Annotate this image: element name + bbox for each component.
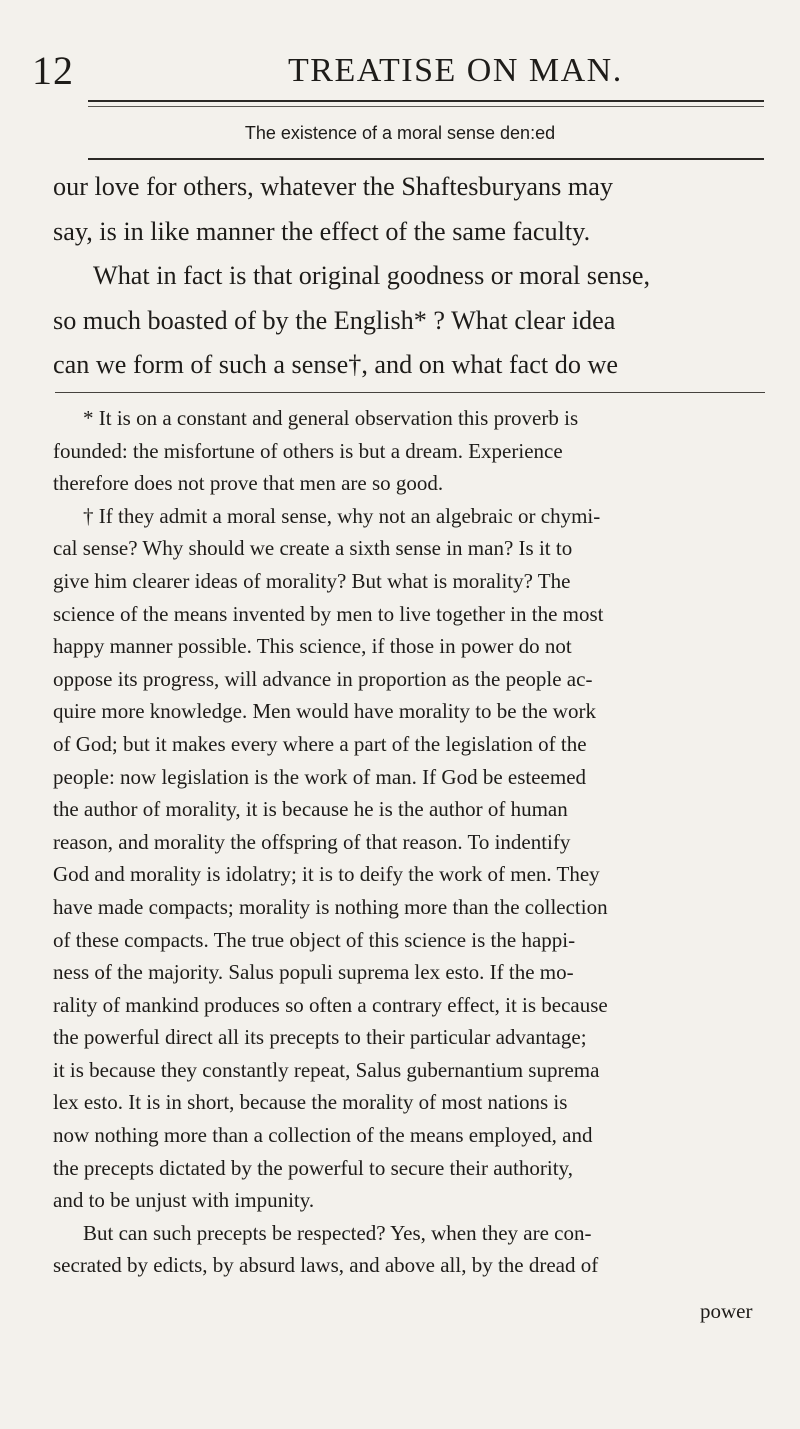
footnote-line: have made compacts; morality is nothing more than the collection bbox=[53, 894, 608, 919]
footnote-line: the precepts dictated by the powerful to secure their authority, bbox=[53, 1155, 573, 1180]
footnotes bbox=[53, 402, 773, 1282]
footnote-line: quire more knowledge. Men would have morality to be the work bbox=[53, 699, 596, 724]
catchword: power bbox=[700, 1299, 753, 1323]
body-line: can we form of such a sense†, and on what fact do we bbox=[53, 350, 619, 380]
body-line: say, is in like manner the effect of the same faculty. bbox=[53, 216, 591, 246]
footnote-line: oppose its progress, will advance in proportion as the people ac- bbox=[53, 666, 593, 691]
page-number: 12 bbox=[32, 48, 74, 93]
footnote-line: reason, and morality the offspring of that reason. To indentify bbox=[53, 829, 571, 854]
footnote-line: rality of mankind produces so often a contrary effect, it is because bbox=[53, 992, 608, 1017]
footnote-line: the powerful direct all its precepts to their particular advantage; bbox=[53, 1025, 587, 1050]
footnote-rule bbox=[55, 392, 765, 393]
header-rule bbox=[88, 100, 764, 102]
caption-rule bbox=[88, 158, 764, 160]
main-text bbox=[53, 165, 773, 388]
footnote-line: God and morality is idolatry; it is to deify the work of men. They bbox=[53, 862, 600, 887]
footnote-line: ness of the majority. Salus populi suprema lex esto. If the mo- bbox=[53, 960, 574, 985]
footnote-line: * It is on a constant and general observation this proverb is bbox=[83, 406, 579, 430]
page-header bbox=[0, 48, 800, 94]
header-rule-thin bbox=[88, 106, 764, 107]
footnote-line: of these compacts. The true object of this science is the happi- bbox=[53, 927, 576, 952]
footnote-line: and to be unjust with impunity. bbox=[53, 1188, 315, 1213]
body-line: our love for others, whatever the Shaftesburyans may bbox=[53, 172, 613, 201]
footnote-line: give him clearer ideas of morality? But what is morality? The bbox=[53, 568, 571, 593]
footnote-line: of God; but it makes every where a part of the legislation of the bbox=[53, 731, 587, 756]
footnote-line: lex esto. It is in short, because the morality of most nations is bbox=[53, 1090, 568, 1115]
footnote-line: But can such precepts be respected? Yes, when they are con- bbox=[83, 1220, 592, 1245]
footnote-line: founded: the misfortune of others is but a dream. Experience bbox=[53, 438, 563, 463]
body-line: so much boasted of by the English* ? What clear idea bbox=[53, 305, 616, 335]
running-head: TREATISE ON MAN. bbox=[288, 52, 623, 89]
footnote-line: people: now legislation is the work of man. If God be esteemed bbox=[53, 764, 587, 789]
footnote-line: therefore does not prove that men are so good. bbox=[53, 471, 444, 496]
footnote-line: secrated by edicts, by absurd laws, and above all, by the dread of bbox=[53, 1253, 599, 1278]
footnote-line: science of the means invented by men to live together in the most bbox=[53, 601, 604, 626]
section-caption: The existence of a moral sense den:ed bbox=[244, 123, 556, 143]
footnote-line: it is because they constantly repeat, Salus gubernantium suprema bbox=[53, 1057, 600, 1082]
footnote-line: cal sense? Why should we create a sixth sense in man? Is it to bbox=[53, 536, 573, 561]
footnote-line: happy manner possible. This science, if those in power do not bbox=[53, 634, 572, 659]
footnote-line: † If they admit a moral sense, why not an algebraic or chymi- bbox=[83, 503, 601, 528]
footnote-line: now nothing more than a collection of the means employed, and bbox=[53, 1123, 593, 1148]
body-line: What in fact is that original goodness or moral sense, bbox=[93, 261, 651, 291]
footnote-line: the author of morality, it is because he is the author of human bbox=[53, 797, 568, 822]
